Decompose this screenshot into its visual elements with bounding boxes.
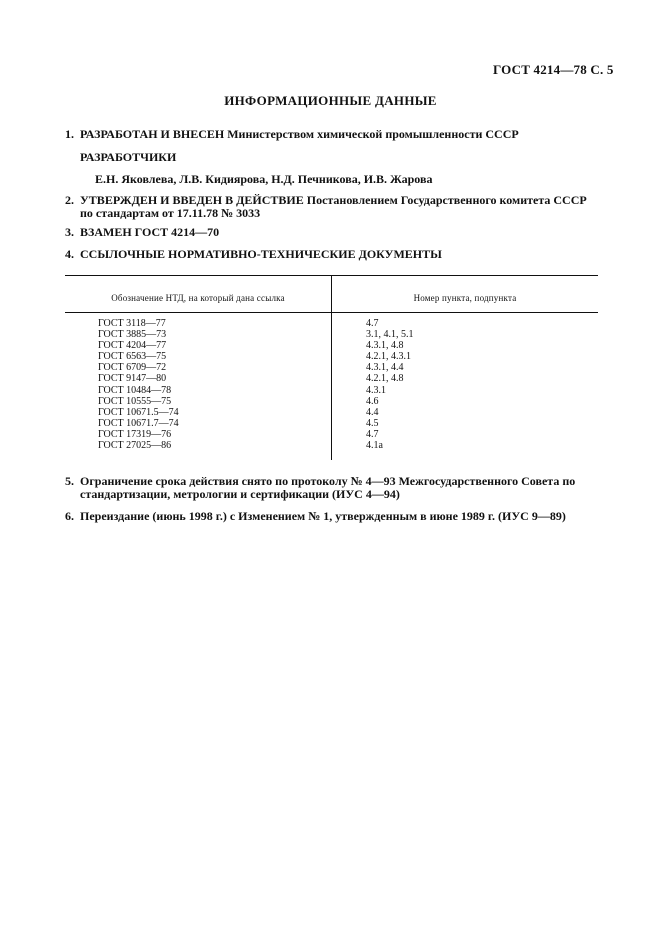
- item-text: Постановлением Государственного комитета СССР по стандартам от 17.11.78 № 3033: [80, 193, 587, 220]
- table-cell-document: ГОСТ 10555—75: [98, 395, 172, 407]
- page-header: ГОСТ 4214—78 С. 5: [493, 62, 614, 77]
- item-text: Переиздание (июнь 1998 г.) с Изменением № 1, утвержденным в июне 1989 г. (ИУС 9—89): [80, 509, 566, 523]
- table-cell-document: ГОСТ 10671.5—74: [98, 406, 179, 418]
- clause-column: [366, 318, 414, 451]
- table-cell-document: ГОСТ 4204—77: [98, 340, 167, 352]
- table-cell-document: ГОСТ 6709—72: [98, 362, 167, 374]
- table-cell-document: ГОСТ 17319—76: [98, 428, 172, 440]
- table-cell-document: ГОСТ 9147—80: [98, 373, 167, 385]
- info-item-3: [65, 226, 600, 239]
- developers-label: РАЗРАБОТЧИКИ: [80, 150, 177, 164]
- item-heading: ВЗАМЕН ГОСТ 4214—70: [80, 225, 220, 239]
- table-cell-clause: 4.6: [366, 395, 379, 407]
- document-title: ИНФОРМАЦИОННЫЕ ДАННЫЕ: [224, 93, 437, 108]
- item-text: Ограничение срока действия снято по протоколу № 4—93 Межгосударственного Совета по стандартизации, метрологии и сертификации (ИУС 4—94): [80, 474, 576, 501]
- table-cell-clause: 4.7: [366, 318, 379, 329]
- item-heading: РАЗРАБОТАН И ВНЕСЕН: [80, 127, 225, 141]
- item-heading: УТВЕРЖДЕН И ВВЕДЕН В ДЕЙСТВИЕ: [80, 193, 304, 207]
- developers-names: Е.Н. Яковлева, Л.В. Кидиярова, Н.Д. Печникова, И.В. Жарова: [95, 172, 433, 186]
- table-cell-document: ГОСТ 3885—73: [98, 329, 167, 341]
- item-number: 5.: [65, 474, 74, 488]
- references-table: [65, 275, 598, 461]
- table-cell-document: ГОСТ 3118—77: [98, 318, 166, 329]
- table-cell-clause: 4.5: [366, 417, 379, 429]
- table-cell-clause: 4.3.1: [366, 384, 386, 396]
- table-cell-clause: 3.1, 4.1, 5.1: [366, 329, 414, 341]
- table-cell-clause: 4.1а: [366, 440, 383, 452]
- info-item-2: [65, 194, 600, 220]
- document-column: [98, 318, 179, 451]
- table-cell-clause: 4.3.1, 4.4: [366, 362, 404, 374]
- info-item-1: [65, 128, 600, 141]
- item-number: 6.: [65, 509, 74, 523]
- table-cell-document: ГОСТ 27025—86: [98, 440, 172, 452]
- info-item-6: [65, 510, 600, 523]
- table-cell-document: ГОСТ 6563—75: [98, 351, 167, 363]
- table-cell-clause: 4.2.1, 4.3.1: [366, 351, 411, 363]
- item-number: 2.: [65, 193, 74, 207]
- table-cell-clause: 4.2.1, 4.8: [366, 373, 404, 385]
- item-number: 4.: [65, 247, 74, 261]
- table-cell-clause: 4.7: [366, 428, 379, 440]
- table-cell-clause: 4.4: [366, 406, 379, 418]
- table-cell-document: ГОСТ 10484—78: [98, 384, 172, 396]
- info-item-4: [65, 248, 600, 261]
- item-heading: ССЫЛОЧНЫЕ НОРМАТИВНО-ТЕХНИЧЕСКИЕ ДОКУМЕНТЫ: [80, 247, 442, 261]
- table-cell-document: ГОСТ 10671.7—74: [98, 417, 179, 429]
- table-cell-clause: 4.3.1, 4.8: [366, 340, 404, 352]
- item-number: 3.: [65, 225, 74, 239]
- item-number: 1.: [65, 127, 74, 141]
- info-item-5: [65, 475, 600, 501]
- table-header-document: Обозначение НТД, на который дана ссылка: [111, 293, 285, 303]
- item-text: Министерством химической промышленности СССР: [224, 127, 519, 141]
- table-header-clause: Номер пункта, подпункта: [413, 293, 517, 303]
